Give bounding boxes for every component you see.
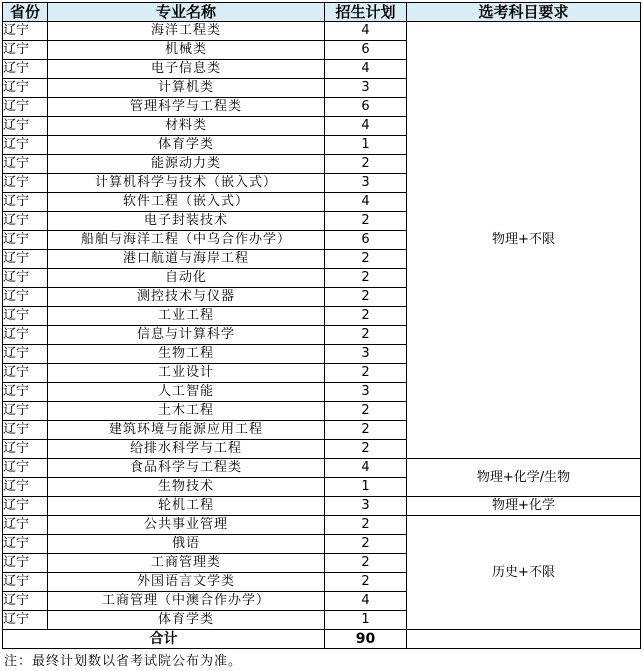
major-name-cell: 工业设计 [48, 364, 325, 383]
enrollment-count-cell: 2 [325, 326, 407, 345]
enrollment-count-cell: 2 [325, 421, 407, 440]
major-name-cell: 俄语 [48, 535, 325, 554]
major-name-cell: 轮机工程 [48, 497, 325, 516]
enrollment-count-cell: 6 [325, 41, 407, 60]
enrollment-count-cell: 3 [325, 345, 407, 364]
subject-requirement-cell: 历史+不限 [407, 516, 641, 630]
province-cell: 辽宁 [3, 155, 48, 174]
table-row [3, 459, 641, 478]
enrollment-count-cell: 2 [325, 535, 407, 554]
table-row [3, 516, 641, 535]
province-cell: 辽宁 [3, 79, 48, 98]
major-name-cell: 建筑环境与能源应用工程 [48, 421, 325, 440]
province-cell: 辽宁 [3, 193, 48, 212]
subject-requirement-cell: 物理+化学 [407, 497, 641, 516]
major-name-cell: 工商管理类 [48, 554, 325, 573]
header-count: 招生计划 [325, 3, 407, 22]
enrollment-count-cell: 4 [325, 60, 407, 79]
province-cell: 辽宁 [3, 60, 48, 79]
major-name-cell: 生物工程 [48, 345, 325, 364]
major-name-cell: 管理科学与工程类 [48, 98, 325, 117]
total-label: 合计 [3, 630, 325, 649]
province-cell: 辽宁 [3, 41, 48, 60]
header-province: 省份 [3, 3, 48, 22]
province-cell: 辽宁 [3, 307, 48, 326]
subject-requirement-cell: 物理+化学/生物 [407, 459, 641, 497]
enrollment-count-cell: 2 [325, 573, 407, 592]
province-cell: 辽宁 [3, 421, 48, 440]
province-cell: 辽宁 [3, 231, 48, 250]
major-name-cell: 机械类 [48, 41, 325, 60]
enrollment-count-cell: 4 [325, 592, 407, 611]
province-cell: 辽宁 [3, 402, 48, 421]
major-name-cell: 食品科学与工程类 [48, 459, 325, 478]
major-name-cell: 港口航道与海岸工程 [48, 250, 325, 269]
major-name-cell: 电子信息类 [48, 60, 325, 79]
province-cell: 辽宁 [3, 269, 48, 288]
enrollment-count-cell: 2 [325, 364, 407, 383]
enrollment-count-cell: 2 [325, 288, 407, 307]
province-cell: 辽宁 [3, 383, 48, 402]
enrollment-count-cell: 3 [325, 174, 407, 193]
province-cell: 辽宁 [3, 611, 48, 630]
major-name-cell: 公共事业管理 [48, 516, 325, 535]
province-cell: 辽宁 [3, 478, 48, 497]
enrollment-count-cell: 2 [325, 250, 407, 269]
enrollment-count-cell: 2 [325, 269, 407, 288]
enrollment-count-cell: 1 [325, 136, 407, 155]
major-name-cell: 体育学类 [48, 136, 325, 155]
major-name-cell: 土木工程 [48, 402, 325, 421]
province-cell: 辽宁 [3, 459, 48, 478]
enrollment-count-cell: 4 [325, 117, 407, 136]
province-cell: 辽宁 [3, 497, 48, 516]
major-name-cell: 人工智能 [48, 383, 325, 402]
enrollment-count-cell: 4 [325, 193, 407, 212]
province-cell: 辽宁 [3, 136, 48, 155]
table-row [3, 497, 641, 516]
enrollment-count-cell: 3 [325, 497, 407, 516]
province-cell: 辽宁 [3, 250, 48, 269]
major-name-cell: 船舶与海洋工程（中乌合作办学） [48, 231, 325, 250]
enrollment-plan-table [2, 2, 641, 649]
province-cell: 辽宁 [3, 573, 48, 592]
header-major: 专业名称 [48, 3, 325, 22]
province-cell: 辽宁 [3, 212, 48, 231]
header-requirement: 选考科目要求 [407, 3, 641, 22]
province-cell: 辽宁 [3, 440, 48, 459]
enrollment-count-cell: 2 [325, 402, 407, 421]
total-empty-cell [407, 630, 641, 649]
province-cell: 辽宁 [3, 554, 48, 573]
province-cell: 辽宁 [3, 516, 48, 535]
major-name-cell: 海洋工程类 [48, 22, 325, 41]
major-name-cell: 材料类 [48, 117, 325, 136]
total-row [3, 630, 641, 649]
province-cell: 辽宁 [3, 345, 48, 364]
major-name-cell: 体育学类 [48, 611, 325, 630]
enrollment-count-cell: 2 [325, 155, 407, 174]
major-name-cell: 能源动力类 [48, 155, 325, 174]
major-name-cell: 信息与计算科学 [48, 326, 325, 345]
enrollment-count-cell: 3 [325, 383, 407, 402]
enrollment-count-cell: 1 [325, 478, 407, 497]
major-name-cell: 工业工程 [48, 307, 325, 326]
province-cell: 辽宁 [3, 326, 48, 345]
total-value: 90 [325, 630, 407, 649]
enrollment-count-cell: 3 [325, 79, 407, 98]
table-body [3, 22, 641, 649]
province-cell: 辽宁 [3, 364, 48, 383]
province-cell: 辽宁 [3, 117, 48, 136]
province-cell: 辽宁 [3, 592, 48, 611]
province-cell: 辽宁 [3, 174, 48, 193]
subject-requirement-cell: 物理+不限 [407, 22, 641, 459]
enrollment-count-cell: 2 [325, 440, 407, 459]
enrollment-count-cell: 2 [325, 516, 407, 535]
major-name-cell: 计算机类 [48, 79, 325, 98]
major-name-cell: 生物技术 [48, 478, 325, 497]
major-name-cell: 计算机科学与技术（嵌入式） [48, 174, 325, 193]
enrollment-count-cell: 2 [325, 554, 407, 573]
major-name-cell: 给排水科学与工程 [48, 440, 325, 459]
major-name-cell: 外国语言文学类 [48, 573, 325, 592]
major-name-cell: 电子封装技术 [48, 212, 325, 231]
enrollment-count-cell: 2 [325, 307, 407, 326]
major-name-cell: 软件工程（嵌入式） [48, 193, 325, 212]
enrollment-count-cell: 6 [325, 98, 407, 117]
major-name-cell: 自动化 [48, 269, 325, 288]
enrollment-count-cell: 4 [325, 22, 407, 41]
major-name-cell: 测控技术与仪器 [48, 288, 325, 307]
table-header-row [3, 3, 641, 22]
province-cell: 辽宁 [3, 98, 48, 117]
enrollment-count-cell: 1 [325, 611, 407, 630]
major-name-cell: 工商管理（中澳合作办学） [48, 592, 325, 611]
footnote: 注：最终计划数以省考试院公布为准。 [4, 654, 243, 669]
province-cell: 辽宁 [3, 22, 48, 41]
enrollment-count-cell: 6 [325, 231, 407, 250]
province-cell: 辽宁 [3, 535, 48, 554]
enrollment-count-cell: 2 [325, 212, 407, 231]
province-cell: 辽宁 [3, 288, 48, 307]
table-row [3, 22, 641, 41]
enrollment-count-cell: 4 [325, 459, 407, 478]
